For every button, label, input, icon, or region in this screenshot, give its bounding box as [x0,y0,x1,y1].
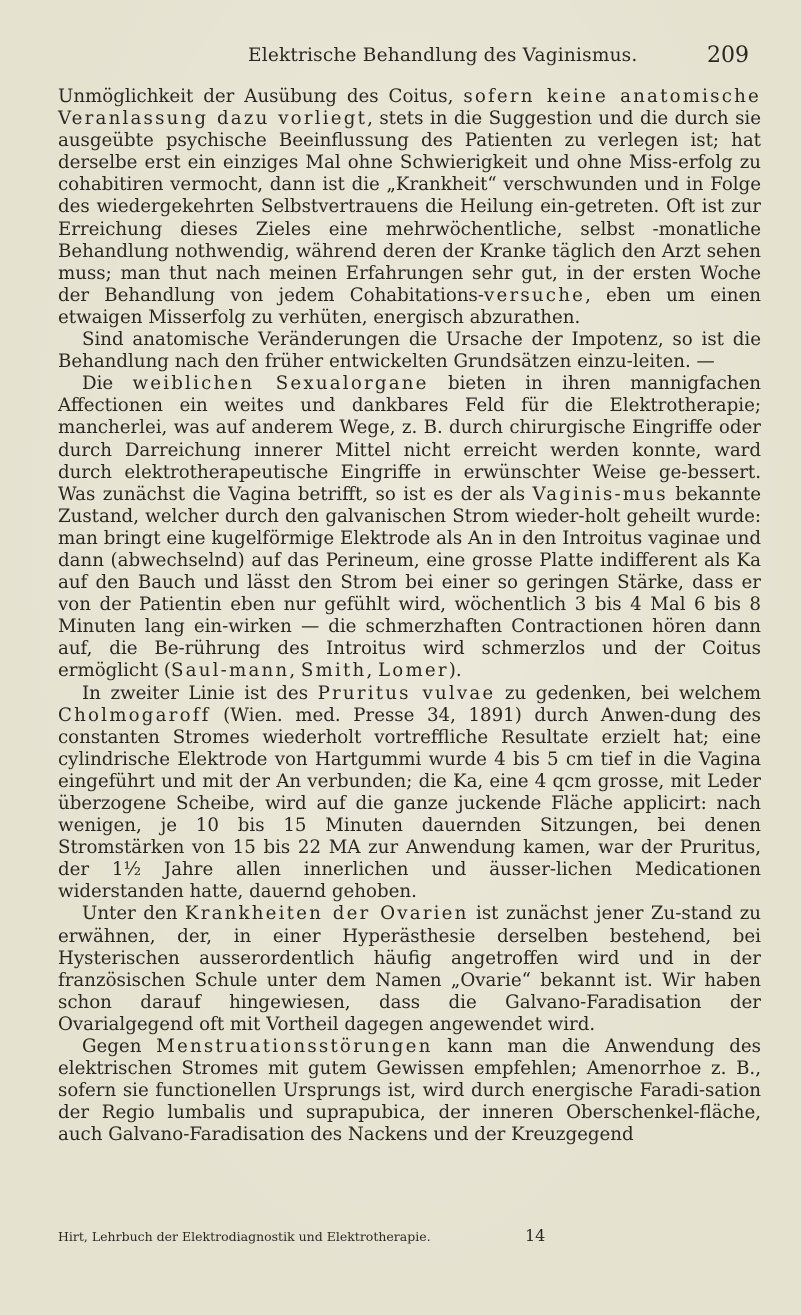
text-run: , stets in die Suggestion und die durch sie ausgeübte psychische Beeinflussung des Patienten zu verlegen ist; hat derselbe erst ein einziges Mal ohne Schwierigkeit und ohne Miss-erfolg zu cohabitiren vermocht, dann ist die „Krankheit“ verschwunden und in Folge des wiedergekehrten Selbstvertrauens die Heilung ein-getreten. Oft ist zur Erreichung dieses Zieles eine mehrwöchentliche, selbst -monatliche Behandlung nothwendig, während deren der Kranke täglich den Arzt sehen muss; man thut nach meinen Erfahrungen sehr gut, in der ersten Woche der Behandlung von jedem Cohabitations- [58,108,762,306]
spaced-emphasis: Cholmogaroff [58,704,211,726]
paragraph [58,373,761,682]
paragraph [58,683,761,904]
page-footer [58,1226,761,1249]
spaced-emphasis: Vaginis-mus [532,483,668,505]
spaced-emphasis: Saul-mann [171,660,290,682]
spaced-emphasis: versuche [484,284,586,306]
text-run: ). [448,660,462,682]
text-run: , [289,660,301,682]
spaced-emphasis: weiblichen Sexualorgane [132,373,429,395]
running-head [58,0,761,80]
page-number: 209 [707,43,749,68]
signature-line: Hirt, Lehrbuch der Elektrodiagnostik und Elektrotherapie. [58,1229,431,1244]
text-run: Unter den [82,903,185,925]
paragraph [58,1036,761,1146]
text-run: , eben um einen etwaigen Misserfolg zu verhüten, energisch abzurathen. [58,284,761,328]
text-run: Unmöglichkeit der Ausübung des Coitus, [58,86,464,107]
text-run: In zweiter Linie ist des [82,682,318,704]
paragraph [58,903,761,1036]
body-text [58,86,761,1147]
sheet-number: 14 [525,1226,546,1245]
text-run: Die [82,373,133,395]
spaced-emphasis: sofern keine anatomische Veranlassung dazu vorliegt [58,86,761,130]
text-run: (Wien. med. Presse 34, 1891) durch Anwen-dung des constanten Stromes wiederholt vortreffliche Resultate erzielt hat; eine cylindrische Elektrode von Hartgummi wurde 4 bis 5 cm tief in die Vagina eingeführt und mit der An verbunden; die Ka, eine 4 qcm grosse, mit Leder überzogene Scheibe, wird auf die ganze juckende Fläche applicirt: nach wenigen, je 10 bis 15 Minuten dauernden Sitzungen, bei denen Stromstärken von 15 bis 22 MA zur Anwendung kamen, war der Pruritus, der 1½ Jahre allen innerlichen und äusser-lichen Medicationen widerstanden hatte, dauernd gehoben. [58,704,761,903]
text-run: ist zunächst jener Zu-stand zu erwähnen, der, in einer Hyperästhesie derselben bestehend, bei Hysterischen ausserordentlich häufig angetroffen wird und in der französischen Schule unter dem Namen „Ovarie“ bekannt ist. Wir haben schon darauf hingewiesen, dass die Galvano-Faradisation der Ovarialgegend oft mit Vortheil dagegen angewendet wird. [58,903,762,1035]
paragraph [58,329,761,373]
text-run: kann man die Anwendung des elektrischen Stromes mit gutem Gewissen empfehlen; Amenorrhoe z. B., sofern sie functionellen Ursprungs ist, wird durch energische Faradi-sation der Regio lumbalis und suprapubica, der inneren Oberschenkel-fläche, auch Galvano-Faradisation des Nackens und der Kreuzgegend [58,1036,761,1146]
text-run: bekannte Zustand, welcher durch den galvanischen Strom wieder-holt geheilt wurde: man bringt eine kugelförmige Elektrode als An in den Introitus vaginae und dann (abwechselnd) auf das Perineum, eine grosse Platte indifferent als Ka auf den Bauch und lässt den Strom bei einer so geringen Stärke, dass er von der Patientin eben nur gefühlt wird, wöchentlich 3 bis 4 Mal 6 bis 8 Minuten lang ein-wirken — die schmerzhaften Contractionen hören dann auf, die Be-rührung des Introitus wird schmerzlos und der Coitus ermöglicht ( [58,483,761,682]
running-title: Elektrische Behandlung des Vaginismus. [248,45,638,66]
paragraph [58,86,761,329]
spaced-emphasis: Pruritus vulvae [317,682,496,704]
spaced-emphasis: Smith [300,660,367,682]
text-run: Sind anatomische Veränderungen die Ursache der Impotenz, so ist die Behandlung nach den früher entwickelten Grundsätzen einzu-leiten. — [58,329,761,373]
text-run: , [366,660,379,682]
spaced-emphasis: Menstruationsstörungen [156,1036,433,1058]
spaced-emphasis: Krankheiten der Ovarien [184,903,469,925]
spaced-emphasis: Lomer [378,660,449,682]
text-run: Gegen [82,1036,157,1058]
text-run: bieten in ihren mannigfachen Affectionen ein weites und dankbares Feld für die Elektrotherapie; mancherlei, was auf anderem Wege, z. B. durch chirurgische Eingriffe oder durch Darreichung innerer Mittel nicht erreicht werden konnte, ward durch elektrotherapeutische Eingriffe in erwünschter Weise ge-bessert. Was zunächst die Vagina betrifft, so ist es der als [58,373,761,505]
text-run: zu gedenken, bei welchem [495,682,761,704]
